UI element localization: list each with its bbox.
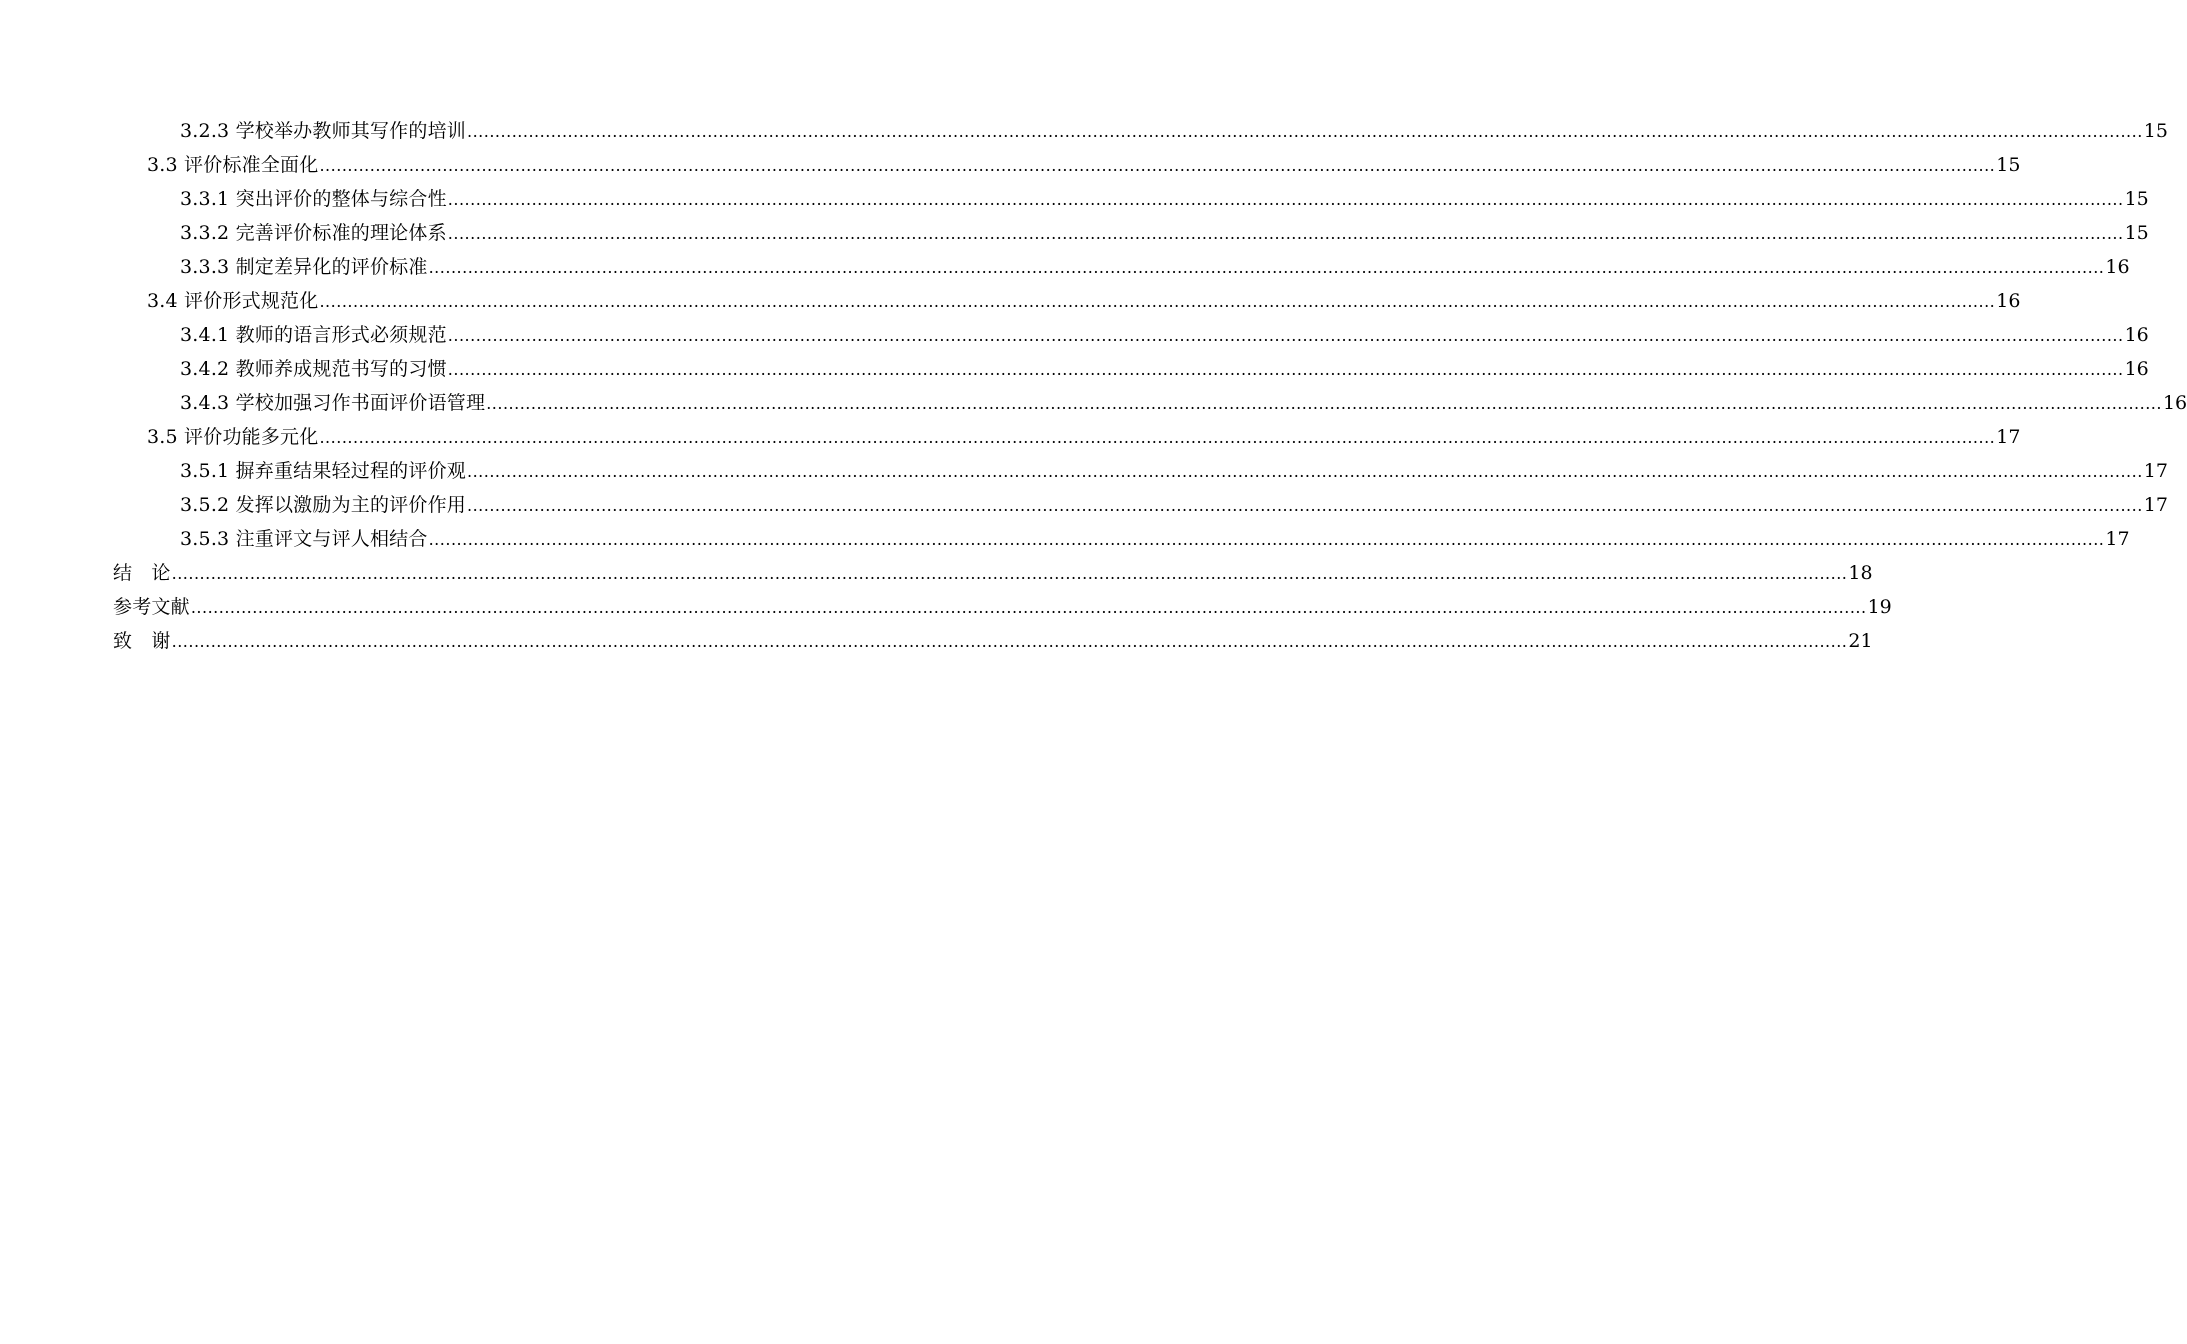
toc-leader-dots: ............................................................................................................................................................................................................................................................................................................ [467, 122, 2143, 141]
toc-leader-dots: ............................................................................................................................................................................................................................................................................................................ [447, 190, 2124, 209]
toc-leader-dots: ............................................................................................................................................................................................................................................................................................................ [171, 564, 1848, 583]
toc-entry-title: 3.4 评价形式规范化 [147, 290, 319, 312]
toc-entry-title: 3.2.3 学校举办教师其写作的培训 [180, 120, 466, 142]
toc-leader-dots: ............................................................................................................................................................................................................................................................................................................ [428, 530, 2105, 549]
toc-entry-page: 16 [2124, 324, 2149, 346]
toc-leader-dots: ............................................................................................................................................................................................................................................................................................................ [447, 360, 2124, 379]
toc-entry-page: 16 [2162, 392, 2187, 414]
toc-entry-title: 3.5.2 发挥以激励为主的评价作用 [180, 494, 466, 516]
toc-entry-page: 16 [2105, 256, 2130, 278]
toc-entry-page: 19 [1867, 596, 1892, 618]
toc-leader-dots: ............................................................................................................................................................................................................................................................................................................ [319, 156, 1996, 175]
toc-entry-page: 15 [2124, 188, 2149, 210]
toc-entry-3-5-3[interactable] [113, 522, 2130, 556]
toc-entry-page: 16 [1996, 290, 2021, 312]
toc-entry-3-5[interactable] [113, 420, 2021, 454]
toc-leader-dots: ............................................................................................................................................................................................................................................................................................................ [486, 394, 2162, 413]
toc-leader-dots: ............................................................................................................................................................................................................................................................................................................ [467, 496, 2143, 515]
toc-entry-acknowledgements[interactable] [113, 624, 1873, 658]
toc-entry-3-2-3[interactable] [113, 114, 2168, 148]
toc-entry-title: 3.5.3 注重评文与评人相结合 [180, 528, 428, 550]
toc-entry-3-4-3[interactable] [113, 386, 2187, 420]
toc-entry-title: 3.4.1 教师的语言形式必须规范 [180, 324, 447, 346]
toc-entry-page: 21 [1848, 630, 1873, 652]
toc-entry-title: 致 谢 [113, 630, 171, 652]
toc-entry-page: 17 [2143, 460, 2168, 482]
toc-entry-3-4[interactable] [113, 284, 2021, 318]
toc-entry-title: 3.3 评价标准全面化 [147, 154, 319, 176]
toc-leader-dots: ............................................................................................................................................................................................................................................................................................................ [190, 598, 1867, 617]
toc-leader-dots: ............................................................................................................................................................................................................................................................................................................ [428, 258, 2105, 277]
toc-entry-3-4-2[interactable] [113, 352, 2149, 386]
toc-entry-3-3-3[interactable] [113, 250, 2130, 284]
toc-entry-title: 3.3.1 突出评价的整体与综合性 [180, 188, 447, 210]
toc-entry-title: 3.5 评价功能多元化 [147, 426, 319, 448]
toc-leader-dots: ............................................................................................................................................................................................................................................................................................................ [171, 632, 1848, 651]
toc-entry-title: 参考文献 [113, 596, 190, 618]
toc-entry-3-5-1[interactable] [113, 454, 2168, 488]
toc-entry-references[interactable] [113, 590, 1892, 624]
toc-entry-title: 结 论 [113, 562, 171, 584]
toc-leader-dots: ............................................................................................................................................................................................................................................................................................................ [319, 292, 1996, 311]
toc-entry-page: 16 [2124, 358, 2149, 380]
toc-leader-dots: ............................................................................................................................................................................................................................................................................................................ [467, 462, 2143, 481]
toc-entry-3-3-2[interactable] [113, 216, 2149, 250]
toc-entry-title: 3.4.3 学校加强习作书面评价语管理 [180, 392, 486, 414]
toc-entry-title: 3.3.2 完善评价标准的理论体系 [180, 222, 447, 244]
toc-leader-dots: ............................................................................................................................................................................................................................................................................................................ [447, 224, 2124, 243]
toc-entry-page: 15 [1996, 154, 2021, 176]
toc-entry-3-4-1[interactable] [113, 318, 2149, 352]
toc-entry-title: 3.5.1 摒弃重结果轻过程的评价观 [180, 460, 466, 482]
toc-entry-3-3-1[interactable] [113, 182, 2149, 216]
toc-entry-page: 17 [1996, 426, 2021, 448]
toc-leader-dots: ............................................................................................................................................................................................................................................................................................................ [319, 428, 1996, 447]
toc-leader-dots: ............................................................................................................................................................................................................................................................................................................ [447, 326, 2124, 345]
toc-entry-page: 17 [2105, 528, 2130, 550]
toc-entry-page: 18 [1848, 562, 1873, 584]
toc-entry-page: 17 [2143, 494, 2168, 516]
toc-entry-conclusion[interactable] [113, 556, 1873, 590]
table-of-contents [113, 114, 2187, 658]
toc-entry-page: 15 [2143, 120, 2168, 142]
toc-entry-3-5-2[interactable] [113, 488, 2168, 522]
toc-entry-3-3[interactable] [113, 148, 2021, 182]
toc-entry-title: 3.4.2 教师养成规范书写的习惯 [180, 358, 447, 380]
toc-entry-page: 15 [2124, 222, 2149, 244]
toc-entry-title: 3.3.3 制定差异化的评价标准 [180, 256, 428, 278]
